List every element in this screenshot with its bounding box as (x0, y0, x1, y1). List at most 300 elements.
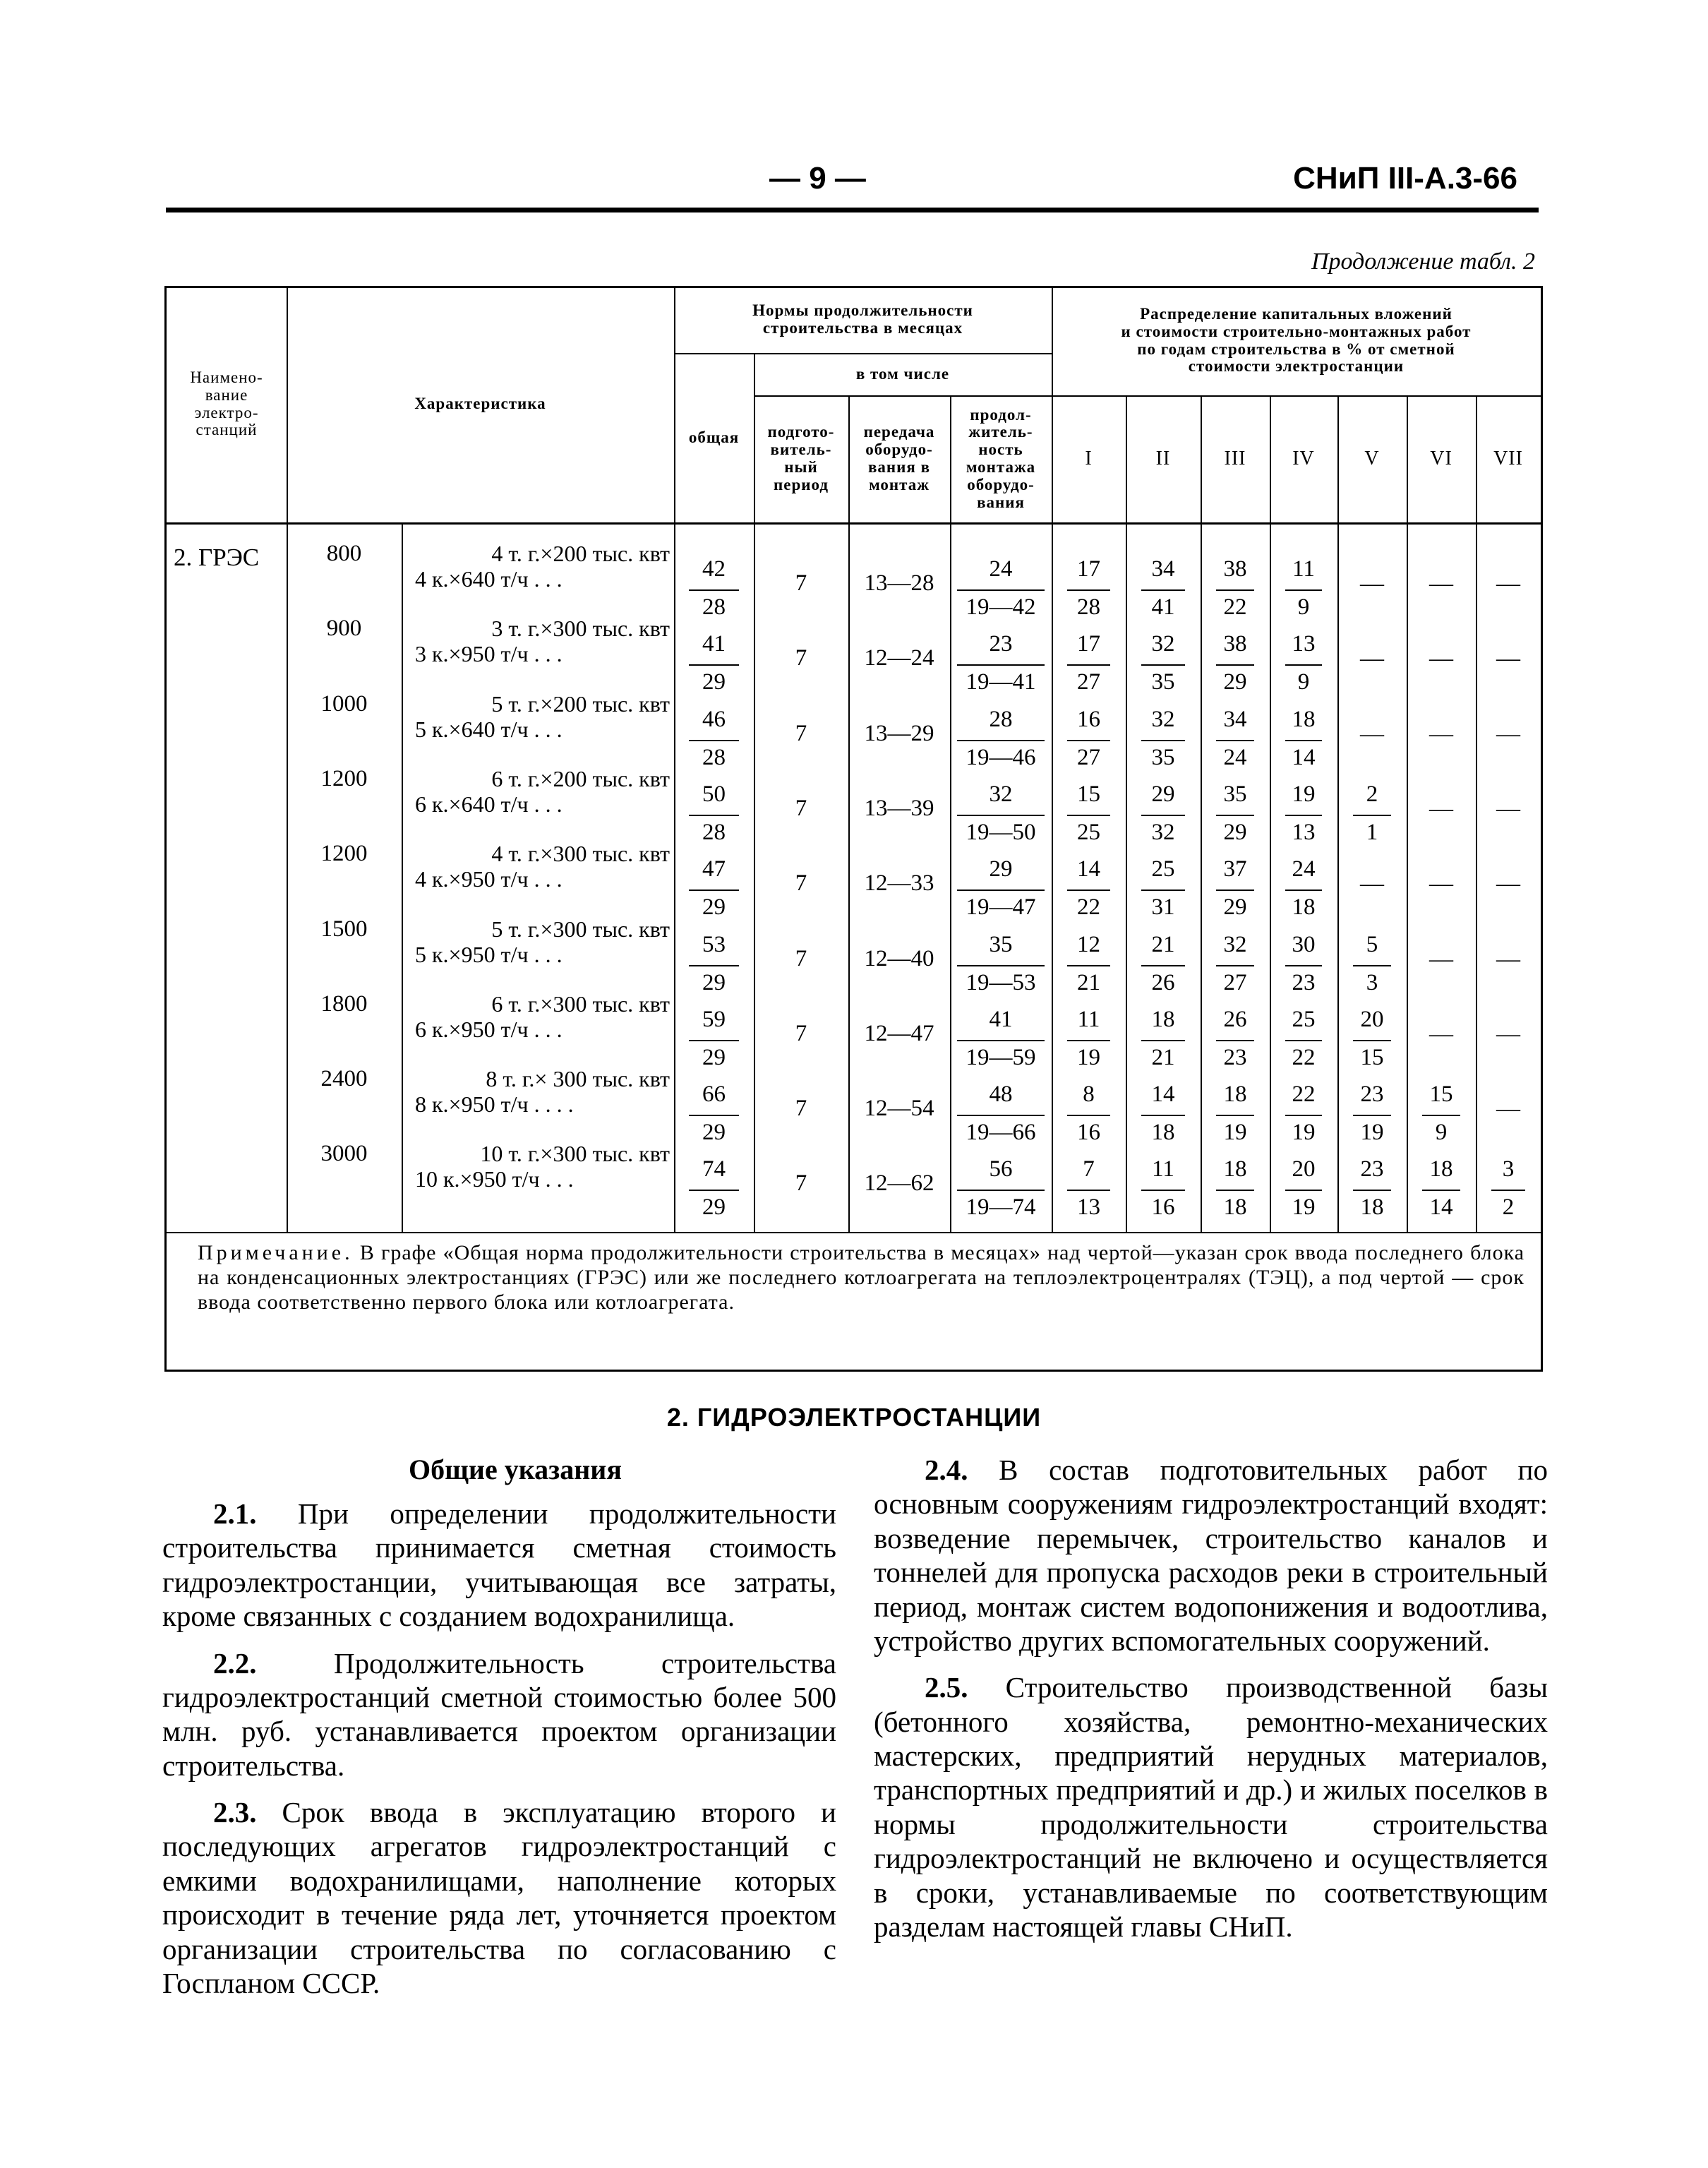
fraction-bar (1141, 965, 1185, 966)
row-prep-period: 7 (795, 720, 807, 746)
row-power: 900 (326, 616, 362, 642)
row-prep-period: 7 (795, 870, 807, 897)
row-prep-period: 7 (795, 1020, 807, 1046)
row-total-numerator: 47 (702, 856, 726, 882)
header-year-1: I (1085, 447, 1093, 469)
row-char-line1: 6 т. г.×300 тыс. квт (491, 990, 670, 1017)
row-power: 1800 (320, 990, 368, 1017)
fraction-bar (1353, 1040, 1391, 1041)
row-year-7-empty: — (1496, 945, 1520, 972)
row-char-line1: 4 т. г.×200 тыс. квт (491, 541, 670, 566)
row-year-1-numerator: 17 (1077, 631, 1100, 657)
row-year-5-empty: — (1360, 720, 1384, 747)
fraction-bar (1216, 664, 1254, 666)
row-year-4 (1270, 558, 1337, 621)
row-char-line2: 5 к.×950 т/ч . . . (415, 941, 563, 967)
row-year-1 (1052, 1008, 1126, 1072)
fraction-bar (957, 589, 1045, 591)
row-total-numerator: 41 (702, 631, 726, 657)
row-year-3-numerator: 18 (1223, 1082, 1247, 1108)
row-year-3-numerator: 26 (1223, 1006, 1247, 1032)
row-installation-duration-numerator: 29 (989, 856, 1013, 882)
fraction-bar (1216, 890, 1254, 891)
row-total-numerator: 59 (702, 1006, 726, 1032)
row-year-3-denominator: 29 (1223, 894, 1247, 921)
fraction-bar (689, 1115, 739, 1116)
row-char-line1: 4 т. г.×300 тыс. квт (491, 841, 670, 867)
fraction-bar (1285, 965, 1322, 966)
row-installation-duration (950, 783, 1052, 846)
row-installation-duration (950, 1158, 1052, 1221)
row-year-4 (1270, 783, 1337, 846)
section-title: 2. ГИДРОЭЛЕКТРОСТАНЦИИ (666, 1403, 1042, 1432)
row-year-2-denominator: 21 (1151, 1044, 1175, 1070)
fraction-bar (689, 589, 739, 591)
row-year-1-denominator: 13 (1077, 1194, 1100, 1221)
row-total-numerator: 50 (702, 781, 726, 807)
paragraph-number: 2.3. (213, 1796, 282, 1828)
row-year-3-denominator: 29 (1223, 819, 1247, 845)
row-char-line2: 4 к.×640 т/ч . . . (415, 566, 563, 592)
row-year-5-denominator: 18 (1360, 1194, 1384, 1221)
row-installation-duration (950, 708, 1052, 772)
row-year-3 (1201, 1083, 1270, 1146)
row-year-6-numerator: 18 (1429, 1156, 1453, 1182)
row-year-3 (1201, 1008, 1270, 1072)
fraction-bar (957, 965, 1045, 966)
paragraph-number: 2.2. (213, 1646, 334, 1679)
row-total-denominator: 29 (702, 1044, 726, 1070)
row-installation-duration (950, 633, 1052, 696)
row-year-2-denominator: 35 (1151, 669, 1175, 695)
header-year-4: IV (1292, 447, 1315, 469)
row-year-6 (1407, 1158, 1476, 1221)
row-year-4-denominator: 19 (1292, 1194, 1316, 1221)
row-installation-duration (950, 1008, 1052, 1072)
row-total (683, 633, 745, 696)
fraction-bar (1353, 1190, 1391, 1191)
row-total-denominator: 29 (702, 669, 726, 695)
row-year-6-empty: — (1429, 945, 1453, 972)
row-char-line2: 6 к.×640 т/ч . . . (415, 791, 563, 817)
row-installation-duration-denominator: 19—53 (966, 969, 1036, 995)
row-year-4-denominator: 9 (1297, 594, 1310, 620)
row-year-1-denominator: 27 (1077, 669, 1100, 695)
row-year-1-numerator: 12 (1077, 931, 1100, 957)
fraction-bar (689, 965, 739, 966)
table-header-bottom-rule (167, 522, 1541, 525)
row-installation-duration-denominator: 19—50 (966, 819, 1036, 845)
row-year-5 (1337, 1008, 1407, 1072)
row-char-line1: 10 т. г.×300 тыс. квт (480, 1141, 670, 1167)
fraction-bar (1285, 664, 1322, 666)
fraction-bar (1067, 1040, 1110, 1041)
row-installation-duration (950, 1083, 1052, 1146)
row-installation-duration-denominator: 19—74 (966, 1194, 1036, 1221)
row-equipment-transfer: 12—47 (864, 1020, 934, 1046)
fraction-bar (1353, 965, 1391, 966)
paragraph-2-2 (162, 1646, 836, 1783)
row-year-4-denominator: 23 (1292, 969, 1316, 995)
header-including: в том числе (855, 364, 950, 383)
station-name: 2. ГРЭС (174, 544, 260, 571)
row-year-1-denominator: 21 (1077, 969, 1100, 995)
row-installation-duration-numerator: 23 (989, 631, 1013, 657)
paragraph-2-5 (874, 1670, 1548, 1944)
row-year-1-numerator: 17 (1077, 556, 1100, 582)
row-installation-duration-numerator: 35 (989, 931, 1013, 957)
row-year-1-numerator: 14 (1077, 856, 1100, 882)
row-installation-duration-numerator: 32 (989, 781, 1013, 807)
fraction-bar (1216, 589, 1254, 591)
fraction-bar (957, 815, 1045, 816)
row-char-line1: 5 т. г.×300 тыс. квт (491, 916, 670, 942)
fraction-bar (1067, 965, 1110, 966)
row-year-5-numerator: 20 (1360, 1006, 1384, 1032)
row-year-4 (1270, 933, 1337, 997)
table-continuation-label: Продолжение табл. 2 (1311, 248, 1535, 275)
row-year-4-denominator: 13 (1292, 819, 1316, 845)
paragraph-text: Строительство производственной базы (бетонного хозяйства, ремонтно-механических мастерских, предприятий нерудных материалов, транспортных предприятий и др.) и жилых поселков в нормы продолжительности строительства гидроэлектростанций не включено и осуществляется в сроки, устанавливаемые по соответствующим разделам настоящей главы СНиП. (874, 1671, 1548, 1943)
row-total-denominator: 28 (702, 744, 726, 770)
paragraph-2-1 (162, 1497, 836, 1634)
row-year-7 (1476, 1158, 1541, 1221)
row-year-5-numerator: 5 (1366, 931, 1378, 957)
row-year-1-numerator: 16 (1077, 706, 1100, 732)
row-year-1-numerator: 11 (1077, 1006, 1100, 1032)
row-year-3-denominator: 27 (1223, 969, 1247, 995)
row-year-5 (1337, 783, 1407, 846)
row-year-2-denominator: 35 (1151, 744, 1175, 770)
row-char-line2: 4 к.×950 т/ч . . . (415, 866, 563, 892)
row-year-2 (1126, 558, 1201, 621)
row-installation-duration-denominator: 19—66 (966, 1120, 1036, 1146)
row-total-numerator: 46 (702, 706, 726, 732)
fraction-bar (957, 1040, 1045, 1041)
row-prep-period: 7 (795, 1096, 807, 1122)
row-year-2-numerator: 11 (1152, 1156, 1174, 1182)
row-installation-duration-denominator: 19—46 (966, 744, 1036, 770)
row-total-denominator: 28 (702, 819, 726, 845)
norms-table (164, 286, 1543, 1372)
header-prep-period: подгото- витель- ный период (767, 423, 835, 493)
row-year-3-numerator: 32 (1223, 931, 1247, 957)
row-char-line1: 3 т. г.×300 тыс. квт (491, 616, 670, 642)
row-year-2-numerator: 34 (1151, 556, 1175, 582)
row-char-line1: 8 т. г.× 300 тыс. квт (486, 1066, 670, 1092)
row-installation-duration-denominator: 19—47 (966, 894, 1036, 921)
row-year-1 (1052, 558, 1126, 621)
row-power: 1200 (320, 841, 368, 867)
row-year-2-numerator: 18 (1151, 1006, 1175, 1032)
fraction-bar (1353, 1115, 1391, 1116)
row-total (683, 1083, 745, 1146)
row-year-5-numerator: 23 (1360, 1156, 1384, 1182)
row-year-1 (1052, 708, 1126, 772)
paragraph-text: При определении продолжительности строительства принимается сметная стоимость гидроэлектростанции, учитывающая все затраты, кроме связанных с созданием водохранилища. (162, 1497, 836, 1633)
fraction-bar (957, 890, 1045, 891)
row-year-7-numerator: 3 (1502, 1156, 1515, 1182)
row-installation-duration-numerator: 56 (989, 1156, 1013, 1182)
row-year-1 (1052, 633, 1126, 696)
row-year-6-empty: — (1429, 870, 1453, 897)
row-year-5-denominator: 19 (1360, 1120, 1384, 1146)
row-year-6-denominator: 9 (1435, 1120, 1448, 1146)
row-total-numerator: 53 (702, 931, 726, 957)
row-total (683, 708, 745, 772)
row-total-denominator: 29 (702, 894, 726, 921)
fraction-bar (1067, 1190, 1110, 1191)
row-equipment-transfer: 12—33 (864, 870, 934, 897)
row-year-3 (1201, 783, 1270, 846)
row-year-2-numerator: 32 (1151, 631, 1175, 657)
row-year-3-numerator: 34 (1223, 706, 1247, 732)
row-year-4 (1270, 858, 1337, 921)
fraction-bar (1141, 1040, 1185, 1041)
row-year-4-numerator: 18 (1292, 706, 1316, 732)
fraction-bar (1353, 815, 1391, 816)
fraction-bar (1285, 740, 1322, 741)
row-total (683, 933, 745, 997)
fraction-bar (957, 1115, 1045, 1116)
row-year-2-denominator: 32 (1151, 819, 1175, 845)
fraction-bar (1141, 815, 1185, 816)
row-prep-period: 7 (795, 645, 807, 671)
fraction-bar (689, 815, 739, 816)
fraction-bar (1141, 1115, 1185, 1116)
row-year-4-numerator: 13 (1292, 631, 1316, 657)
header-equipment-transfer: передача оборудо- вания в монтаж (863, 423, 935, 493)
row-year-7-empty: — (1496, 870, 1520, 897)
row-year-4-numerator: 25 (1292, 1006, 1316, 1032)
header-year-5: V (1364, 447, 1380, 469)
row-year-4-numerator: 30 (1292, 931, 1316, 957)
header-year-6: VI (1430, 447, 1453, 469)
row-year-5 (1337, 933, 1407, 997)
row-char-line2: 3 к.×950 т/ч . . . (415, 641, 563, 667)
row-power: 2400 (320, 1066, 368, 1092)
row-installation-duration-denominator: 19—59 (966, 1044, 1036, 1070)
row-year-5 (1337, 1158, 1407, 1221)
row-equipment-transfer: 13—39 (864, 795, 934, 821)
row-year-3 (1201, 708, 1270, 772)
row-year-3-denominator: 24 (1223, 744, 1247, 770)
row-year-1-numerator: 8 (1083, 1082, 1095, 1108)
row-year-2-numerator: 14 (1151, 1082, 1175, 1108)
row-prep-period: 7 (795, 1170, 807, 1197)
row-year-6-denominator: 14 (1429, 1194, 1453, 1221)
fraction-bar (689, 1040, 739, 1041)
row-power: 1200 (320, 765, 368, 791)
note-label: Примечание. (198, 1241, 354, 1264)
row-installation-duration (950, 933, 1052, 997)
row-year-6-empty: — (1429, 570, 1453, 597)
row-year-2-denominator: 16 (1151, 1194, 1175, 1221)
row-year-1-denominator: 22 (1077, 894, 1100, 921)
row-year-2 (1126, 633, 1201, 696)
row-total-numerator: 74 (702, 1156, 726, 1182)
row-year-3-denominator: 29 (1223, 669, 1247, 695)
row-year-3 (1201, 558, 1270, 621)
row-year-3-numerator: 38 (1223, 631, 1247, 657)
paragraph-number: 2.5. (925, 1671, 1006, 1704)
fraction-bar (957, 1190, 1045, 1191)
row-year-3 (1201, 633, 1270, 696)
header-distribution-group: Распределение капитальных вложений и стоимости строительно-монтажных работ по годам строительства в % от сметной стоимости электростанции (1121, 304, 1472, 376)
row-installation-duration-numerator: 24 (989, 556, 1013, 582)
header-total: общая (688, 428, 740, 446)
row-year-2 (1126, 1008, 1201, 1072)
row-year-1-denominator: 27 (1077, 744, 1100, 770)
table-body-bottom-rule (167, 1232, 1541, 1233)
row-installation-duration-numerator: 41 (989, 1006, 1013, 1032)
row-installation-duration-denominator: 19—42 (966, 594, 1036, 620)
row-char-line2: 6 к.×950 т/ч . . . (415, 1016, 563, 1042)
header-year-3: III (1224, 447, 1246, 469)
row-total (683, 1008, 745, 1072)
fraction-bar (1216, 1040, 1254, 1041)
row-year-7-empty: — (1496, 645, 1520, 672)
row-year-7-empty: — (1496, 1096, 1520, 1122)
row-char-line2: 8 к.×950 т/ч . . . . (415, 1091, 574, 1118)
row-year-3 (1201, 1158, 1270, 1221)
fraction-bar (689, 1190, 739, 1191)
row-year-1-denominator: 16 (1077, 1120, 1100, 1146)
fraction-bar (1285, 589, 1322, 591)
row-year-4-numerator: 20 (1292, 1156, 1316, 1182)
row-total (683, 783, 745, 846)
row-year-6-empty: — (1429, 720, 1453, 747)
fraction-bar (1491, 1190, 1525, 1191)
row-year-6-empty: — (1429, 795, 1453, 822)
row-year-3-numerator: 38 (1223, 556, 1247, 582)
row-year-7-empty: — (1496, 570, 1520, 597)
row-total-denominator: 28 (702, 594, 726, 620)
row-year-2 (1126, 1158, 1201, 1221)
row-year-5-denominator: 15 (1360, 1044, 1384, 1070)
row-year-1 (1052, 933, 1126, 997)
row-equipment-transfer: 13—29 (864, 720, 934, 746)
paragraph-text: Продолжительность строительства гидроэлектростанций сметной стоимостью более 500 млн. руб. устанавливается проектом организации строительства. (162, 1646, 836, 1782)
row-year-3-denominator: 23 (1223, 1044, 1247, 1070)
fraction-bar (1285, 1190, 1322, 1191)
fraction-bar (1285, 1040, 1322, 1041)
row-year-3 (1201, 858, 1270, 921)
row-year-3-numerator: 37 (1223, 856, 1247, 882)
row-year-3-denominator: 19 (1223, 1120, 1247, 1146)
fraction-bar (1285, 890, 1322, 891)
row-year-3-numerator: 18 (1223, 1156, 1247, 1182)
row-year-5-denominator: 1 (1366, 819, 1378, 845)
row-year-4-numerator: 24 (1292, 856, 1316, 882)
row-year-1-numerator: 7 (1083, 1156, 1095, 1182)
row-year-5-numerator: 23 (1360, 1082, 1384, 1108)
document-code: СНиП III-А.3-66 (1293, 161, 1517, 196)
row-year-5-denominator: 3 (1366, 969, 1378, 995)
row-equipment-transfer: 12—62 (864, 1170, 934, 1197)
row-year-6 (1407, 1083, 1476, 1146)
row-year-1 (1052, 1158, 1126, 1221)
row-power: 3000 (320, 1141, 368, 1167)
row-char-line2: 5 к.×640 т/ч . . . (415, 716, 563, 742)
right-column (874, 1453, 1548, 1956)
fraction-bar (1141, 664, 1185, 666)
row-total-denominator: 29 (702, 969, 726, 995)
fraction-bar (1216, 740, 1254, 741)
row-char-line2: 10 к.×950 т/ч . . . (415, 1166, 574, 1192)
header-station-name: Наимено- вание электро- станций (190, 368, 263, 439)
row-year-1 (1052, 1083, 1126, 1146)
fraction-bar (1422, 1190, 1460, 1191)
row-year-2 (1126, 1083, 1201, 1146)
table-note (198, 1240, 1524, 1314)
row-year-5-numerator: 2 (1366, 781, 1378, 807)
row-year-2-denominator: 26 (1151, 969, 1175, 995)
row-equipment-transfer: 12—54 (864, 1096, 934, 1122)
paragraph-text: В состав подготовительных работ по основным сооружениям гидроэлектростанций входят: возведение перемычек, строительство каналов и тоннелей для пропуска расходов реки в строительный период, монтаж систем водопонижения и водоотлива, устройство других вспомогательных сооружений. (874, 1454, 1548, 1657)
row-year-7-empty: — (1496, 795, 1520, 822)
fraction-bar (1285, 815, 1322, 816)
row-total-denominator: 29 (702, 1120, 726, 1146)
row-total (683, 558, 745, 621)
row-total-numerator: 42 (702, 556, 726, 582)
row-year-4 (1270, 1158, 1337, 1221)
fraction-bar (1141, 1190, 1185, 1191)
fraction-bar (1141, 589, 1185, 591)
row-prep-period: 7 (795, 945, 807, 971)
fraction-bar (1067, 664, 1110, 666)
section-subtitle: Общие указания (409, 1454, 622, 1485)
row-year-3 (1201, 933, 1270, 997)
paragraph-text: Срок ввода в эксплуатацию второго и последующих агрегатов гидроэлектростанций с емкими водохранилищами, наполнение которых происходит в течение ряда лет, уточняется проектом организации строительства по согласованию с Госпланом СССР. (162, 1796, 836, 1999)
fraction-bar (1216, 1115, 1254, 1116)
header-characteristic: Характеристика (414, 395, 546, 413)
row-total-denominator: 29 (702, 1194, 726, 1221)
row-equipment-transfer: 12—40 (864, 945, 934, 971)
row-year-4-numerator: 19 (1292, 781, 1316, 807)
fraction-bar (689, 664, 739, 666)
row-installation-duration (950, 558, 1052, 621)
row-year-1-numerator: 15 (1077, 781, 1100, 807)
fraction-bar (957, 740, 1045, 741)
fraction-bar (689, 740, 739, 741)
paragraph-number: 2.4. (925, 1454, 999, 1486)
row-total-numerator: 66 (702, 1082, 726, 1108)
row-char-line1: 5 т. г.×200 тыс. квт (491, 690, 670, 717)
fraction-bar (1067, 815, 1110, 816)
table-col-divider (402, 522, 403, 1232)
row-year-4-denominator: 14 (1292, 744, 1316, 770)
row-year-7-empty: — (1496, 1020, 1520, 1047)
row-prep-period: 7 (795, 795, 807, 821)
row-year-4-denominator: 18 (1292, 894, 1316, 921)
paragraph-2-4 (874, 1453, 1548, 1658)
row-year-5-empty: — (1360, 870, 1384, 897)
row-prep-period: 7 (795, 570, 807, 596)
fraction-bar (1216, 1190, 1254, 1191)
row-year-7-denominator: 2 (1502, 1194, 1515, 1221)
header-norms-group: Нормы продолжительности строительства в месяцах (752, 301, 973, 337)
row-year-3-denominator: 22 (1223, 594, 1247, 620)
left-column (162, 1497, 836, 2013)
row-char-line1: 6 т. г.×200 тыс. квт (491, 765, 670, 791)
row-year-2-numerator: 25 (1151, 856, 1175, 882)
row-year-2-numerator: 29 (1151, 781, 1175, 807)
fraction-bar (1067, 589, 1110, 591)
row-year-4-numerator: 11 (1292, 556, 1315, 582)
header-rule (166, 208, 1539, 212)
row-year-5-empty: — (1360, 645, 1384, 672)
